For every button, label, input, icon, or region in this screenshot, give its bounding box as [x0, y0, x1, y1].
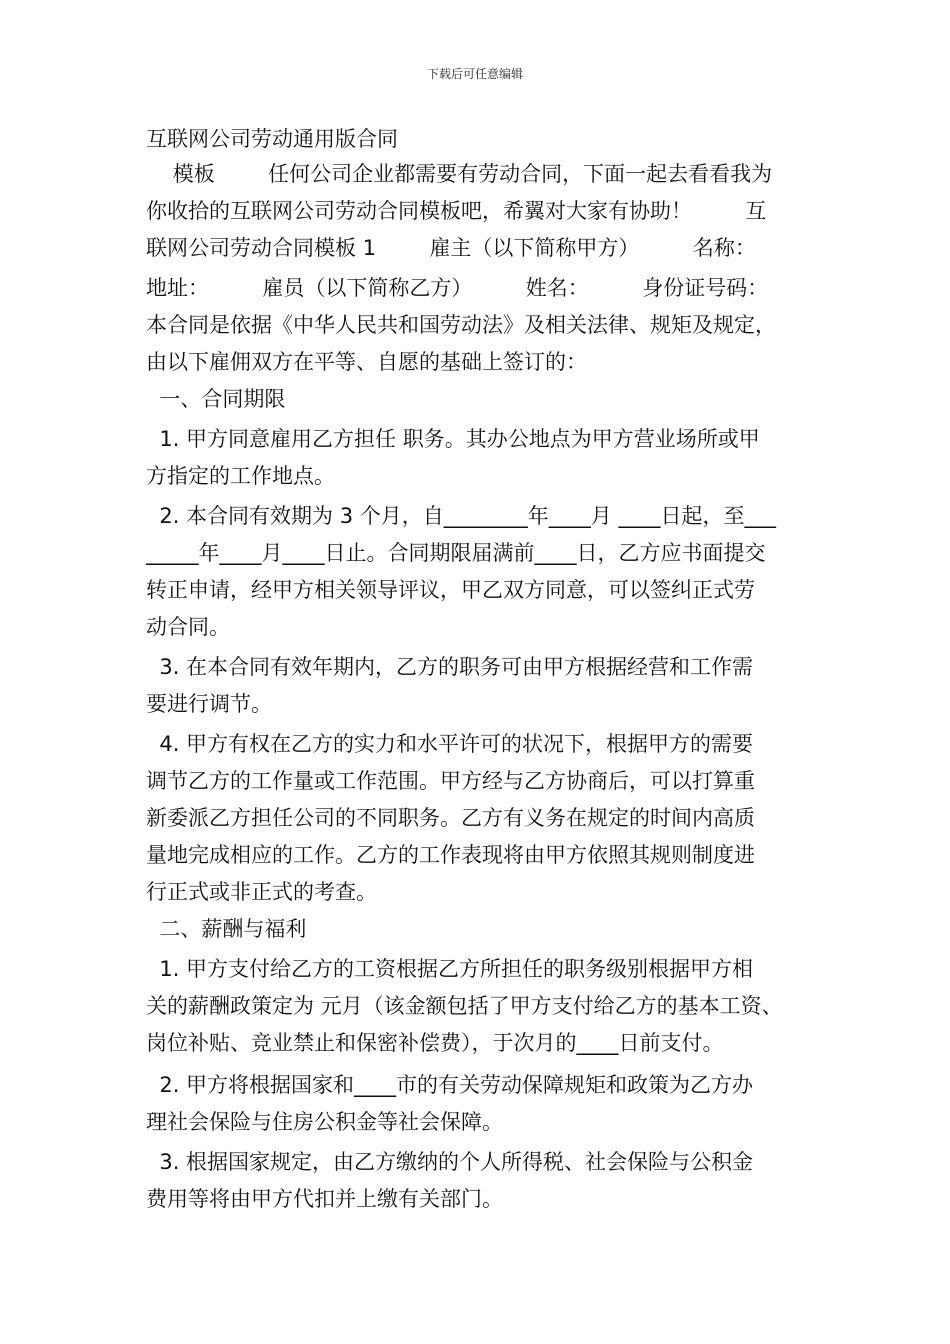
- clause-text: 2. 甲方将根据国家和____市的有关劳动保障规矩和政策为乙方办: [146, 1073, 754, 1097]
- clause-text: 2. 本合同有效期为 3 个月，自________年____月 ____日起，至___: [146, 504, 776, 528]
- text-line: 你收拾的互联网公司劳动合同模板吧，希翼对大家有协助！ 互: [146, 199, 767, 223]
- text-line: 联网公司劳动合同模板 1 雇主（以下简称甲方） 名称：: [146, 236, 756, 260]
- clause-text: 转正申请，经甲方相关领导评议，甲乙双方同意，可以签纠正式劳: [146, 578, 755, 602]
- clause-text: 1. 甲方支付给乙方的工资根据乙方所担任的职务级别根据甲方相: [146, 957, 754, 981]
- document-body: [146, 122, 814, 1218]
- section-heading-term: 一、合同期限: [146, 387, 286, 411]
- clause-text: 动合同。: [146, 615, 230, 639]
- clause-text: 关的薪酬政策定为 元月（该金额包括了甲方支付给乙方的基本工资、: [146, 994, 783, 1018]
- document-title: 互联网公司劳动通用版合同: [146, 127, 398, 151]
- clause-text: 3. 根据国家规定，由乙方缴纳的个人所得税、社会保险与公积金: [146, 1150, 754, 1174]
- clause-text: 调节乙方的工作量或工作范围。甲方经与乙方协商后，可以打算重: [146, 769, 755, 793]
- clause-text: _____年____月____日止。合同期限届满前____日，乙方应书面提交: [146, 541, 766, 565]
- clause-text: 费用等将由甲方代扣并上缴有关部门。: [146, 1187, 503, 1211]
- clause-text: 行正式或非正式的考查。: [146, 880, 377, 904]
- text-line: 地址： 雇员（以下简称乙方） 姓名： 身份证号码：: [146, 276, 769, 300]
- text-line: 模板 任何公司企业都需要有劳动合同，下面一起去看看我为: [146, 162, 773, 186]
- clause-text: 理社会保险与住房公积金等社会保障。: [146, 1110, 503, 1134]
- clause-text: 1. 甲方同意雇用乙方担任 职务。其办公地点为甲方营业场所或甲: [146, 427, 760, 451]
- clause-text: 岗位补贴、竞业禁止和保密补偿费），于次月的____日前支付。: [146, 1031, 724, 1055]
- text-line: 由以下雇佣双方在平等、自愿的基础上签订的：: [146, 350, 587, 374]
- clause-text: 量地完成相应的工作。乙方的工作表现将由甲方依照其规则制度进: [146, 843, 755, 867]
- clause-text: 4. 甲方有权在乙方的实力和水平许可的状况下，根据甲方的需要: [146, 732, 754, 756]
- clause-text: 新委派乙方担任公司的不同职务。乙方有义务在规定的时间内高质: [146, 806, 755, 830]
- clause-text: 要进行调节。: [146, 692, 272, 716]
- clause-text: 方指定的工作地点。: [146, 464, 335, 488]
- section-heading-pay: 二、薪酬与福利: [146, 917, 307, 941]
- text-line: 本合同是依据《中华人民共和国劳动法》及相关法律、规矩及规定，: [146, 313, 776, 337]
- clause-text: 3. 在本合同有效年期内，乙方的职务可由甲方根据经营和工作需: [146, 655, 754, 679]
- page-header-note: 下载后可任意编辑: [426, 67, 523, 81]
